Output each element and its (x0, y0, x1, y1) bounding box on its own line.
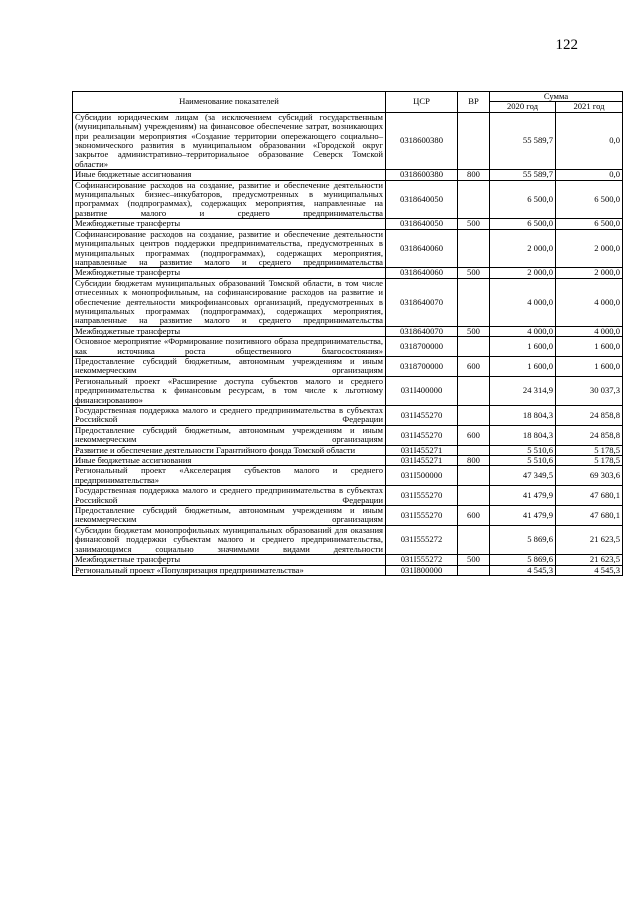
table-row (73, 445, 623, 455)
header-csr: ЦСР (386, 92, 458, 113)
row-amount-2021: 2 000,0 (556, 268, 623, 278)
row-name: Межбюджетные трансферты (73, 326, 386, 336)
row-name: Государственная поддержка малого и среднего предпринимательства в субъектах Российской Федерации (73, 486, 386, 506)
row-vr: 500 (458, 268, 490, 278)
table-row (73, 565, 623, 575)
row-vr: 500 (458, 326, 490, 336)
row-vr: 600 (458, 425, 490, 445)
row-amount-2020: 24 314,9 (490, 376, 556, 405)
row-name: Субсидии юридическим лицам (за исключением субсидий государственным (муниципальным) учреждениям) на финансовое обеспечение затрат, возникающих при реализации мероприятия «Создание территории опережающего социально–экономического развития в муниципальном образовании «Городской округ закрытое административно–территориальное образование Северск Томской области» (73, 112, 386, 169)
row-amount-2020: 6 500,0 (490, 219, 556, 229)
row-amount-2020: 1 600,0 (490, 337, 556, 357)
table-row (73, 406, 623, 426)
row-csr: 031I555272 (386, 525, 458, 554)
row-name: Предоставление субсидий бюджетным, автономным учреждениям и иным некоммерческим организациям (73, 506, 386, 526)
row-amount-2021: 4 000,0 (556, 278, 623, 326)
row-amount-2020: 6 500,0 (490, 180, 556, 219)
row-vr (458, 180, 490, 219)
row-csr: 031I555270 (386, 486, 458, 506)
row-csr: 0318640060 (386, 229, 458, 268)
row-csr: 031I455270 (386, 425, 458, 445)
row-amount-2021: 6 500,0 (556, 180, 623, 219)
row-name: Государственная поддержка малого и среднего предпринимательства в субъектах Российской Федерации (73, 406, 386, 426)
row-name: Иные бюджетные ассигнования (73, 170, 386, 180)
table-row (73, 486, 623, 506)
row-vr (458, 486, 490, 506)
header-year-2020: 2020 год (490, 102, 556, 112)
row-vr (458, 376, 490, 405)
row-amount-2020: 5 510,6 (490, 445, 556, 455)
row-vr: 800 (458, 170, 490, 180)
table-row (73, 219, 623, 229)
row-csr: 031I800000 (386, 565, 458, 575)
row-csr: 031I555270 (386, 506, 458, 526)
row-name: Межбюджетные трансферты (73, 219, 386, 229)
table-row (73, 456, 623, 466)
table-row (73, 506, 623, 526)
row-csr: 0318640050 (386, 219, 458, 229)
row-amount-2021: 21 623,5 (556, 555, 623, 565)
row-name: Региональный проект «Популяризация предпринимательства» (73, 565, 386, 575)
budget-table (72, 91, 623, 576)
row-csr: 031I455271 (386, 456, 458, 466)
table-row (73, 376, 623, 405)
row-vr: 800 (458, 456, 490, 466)
row-csr: 0318700000 (386, 356, 458, 376)
row-csr: 0318640070 (386, 326, 458, 336)
row-amount-2021: 4 545,3 (556, 565, 623, 575)
row-vr (458, 525, 490, 554)
row-amount-2020: 47 349,5 (490, 466, 556, 486)
row-amount-2021: 0,0 (556, 170, 623, 180)
row-vr (458, 445, 490, 455)
row-amount-2020: 55 589,7 (490, 170, 556, 180)
row-amount-2020: 4 000,0 (490, 278, 556, 326)
row-amount-2021: 30 037,3 (556, 376, 623, 405)
table-row (73, 425, 623, 445)
row-name: Софинансирование расходов на создание, развитие и обеспечение деятельности муниципальных центров поддержки предпринимательства, предусмотренных в муниципальных программах (подпрограммах), содержащих мероприятия, направленные на развитие малого и среднего предпринимательства (73, 229, 386, 268)
row-name: Субсидии бюджетам монопрофильных муниципальных образований для оказания финансовой поддержки субъектам малого и среднего предпринимательства, занимающимся социально значимыми видами деятельности (73, 525, 386, 554)
row-name: Субсидии бюджетам муниципальных образований Томской области, в том числе отнесенных к монопрофильным, на софинансирование расходов на развитие и обеспечение деятельности микрофинансовых организаций, предусмотренных в муниципальных программах (подпрограммах), содержащих мероприятия, направленные на развитие малого и среднего предпринимательства (73, 278, 386, 326)
row-csr: 0318640050 (386, 180, 458, 219)
row-amount-2021: 0,0 (556, 112, 623, 169)
table-row (73, 180, 623, 219)
table-row (73, 326, 623, 336)
row-amount-2020: 4 545,3 (490, 565, 556, 575)
header-sum: Сумма (490, 92, 623, 102)
table-row (73, 525, 623, 554)
row-amount-2020: 5 869,6 (490, 555, 556, 565)
row-csr: 031I455271 (386, 445, 458, 455)
header-vr: ВР (458, 92, 490, 113)
row-amount-2020: 4 000,0 (490, 326, 556, 336)
row-amount-2021: 5 178,5 (556, 456, 623, 466)
row-amount-2020: 5 510,6 (490, 456, 556, 466)
row-vr: 600 (458, 506, 490, 526)
row-amount-2020: 1 600,0 (490, 356, 556, 376)
row-name: Предоставление субсидий бюджетным, автономным учреждениям и иным некоммерческим организациям (73, 356, 386, 376)
row-vr (458, 112, 490, 169)
row-csr: 031I500000 (386, 466, 458, 486)
row-name: Межбюджетные трансферты (73, 268, 386, 278)
table-row (73, 278, 623, 326)
row-vr (458, 229, 490, 268)
row-vr: 600 (458, 356, 490, 376)
row-amount-2021: 47 680,1 (556, 506, 623, 526)
row-amount-2020: 41 479,9 (490, 486, 556, 506)
row-name: Предоставление субсидий бюджетным, автономным учреждениям и иным некоммерческим организациям (73, 425, 386, 445)
row-csr: 0318600380 (386, 170, 458, 180)
table-row (73, 112, 623, 169)
table-row (73, 466, 623, 486)
row-name: Региональный проект «Расширение доступа субъектов малого и среднего предпринимательства к финансовым ресурсам, в том числе к льготному финансированию» (73, 376, 386, 405)
row-amount-2021: 47 680,1 (556, 486, 623, 506)
row-vr (458, 337, 490, 357)
row-name: Межбюджетные трансферты (73, 555, 386, 565)
row-csr: 0318640060 (386, 268, 458, 278)
row-csr: 031I555272 (386, 555, 458, 565)
row-amount-2021: 24 858,8 (556, 406, 623, 426)
row-amount-2020: 2 000,0 (490, 268, 556, 278)
row-vr: 500 (458, 219, 490, 229)
row-amount-2021: 2 000,0 (556, 229, 623, 268)
row-name: Иные бюджетные ассигнования (73, 456, 386, 466)
row-amount-2020: 5 869,6 (490, 525, 556, 554)
table-row (73, 229, 623, 268)
row-amount-2021: 1 600,0 (556, 337, 623, 357)
table-row (73, 337, 623, 357)
row-name: Развитие и обеспечение деятельности Гарантийного фонда Томской области (73, 445, 386, 455)
row-amount-2020: 2 000,0 (490, 229, 556, 268)
row-amount-2020: 55 589,7 (490, 112, 556, 169)
row-csr: 031I455270 (386, 406, 458, 426)
header-name: Наименование показателей (73, 92, 386, 113)
row-vr: 500 (458, 555, 490, 565)
row-amount-2021: 24 858,8 (556, 425, 623, 445)
row-name: Основное мероприятие «Формирование позитивного образа предпринимательства, как источника роста общественного благосостояния» (73, 337, 386, 357)
table-row (73, 356, 623, 376)
row-amount-2020: 18 804,3 (490, 406, 556, 426)
row-amount-2020: 18 804,3 (490, 425, 556, 445)
row-amount-2021: 5 178,5 (556, 445, 623, 455)
table-row (73, 170, 623, 180)
page-number: 122 (555, 37, 578, 53)
row-csr: 0318600380 (386, 112, 458, 169)
table-row (73, 555, 623, 565)
row-vr (458, 466, 490, 486)
row-csr: 0318640070 (386, 278, 458, 326)
row-name: Софинансирование расходов на создание, развитие и обеспечение деятельности муниципальных бизнес–инкубаторов, предусмотренных в муниципальных программах (подпрограммах), содержащих мероприятия, направленные на развитие малого и среднего предпринимательства (73, 180, 386, 219)
row-amount-2021: 4 000,0 (556, 326, 623, 336)
row-vr (458, 565, 490, 575)
row-csr: 031I400000 (386, 376, 458, 405)
row-vr (458, 406, 490, 426)
row-csr: 0318700000 (386, 337, 458, 357)
table-header (73, 92, 623, 113)
row-amount-2021: 6 500,0 (556, 219, 623, 229)
header-year-2021: 2021 год (556, 102, 623, 112)
row-amount-2021: 1 600,0 (556, 356, 623, 376)
table-row (73, 268, 623, 278)
table-body (73, 112, 623, 575)
row-amount-2020: 41 479,9 (490, 506, 556, 526)
row-amount-2021: 21 623,5 (556, 525, 623, 554)
row-amount-2021: 69 303,6 (556, 466, 623, 486)
row-vr (458, 278, 490, 326)
row-name: Региональный проект «Акселерация субъектов малого и среднего предпринимательства» (73, 466, 386, 486)
